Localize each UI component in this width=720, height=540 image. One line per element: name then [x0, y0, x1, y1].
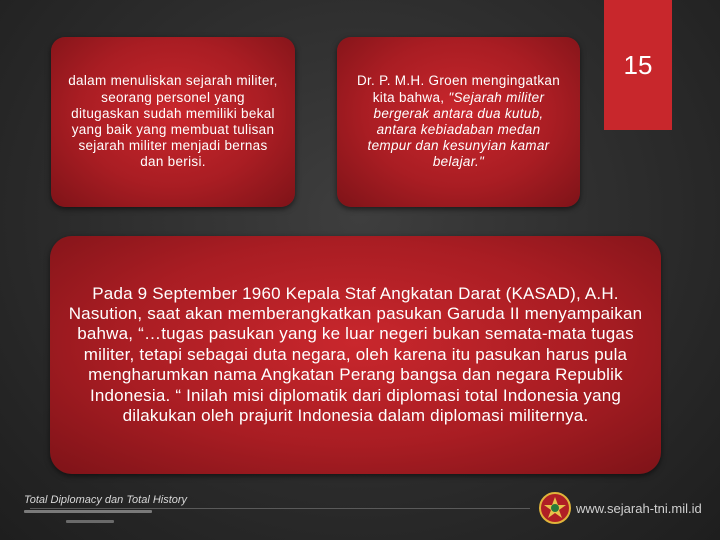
footer-website-url[interactable]: www.sejarah-tni.mil.id: [576, 501, 702, 516]
footer-brand: Total Diplomacy dan Total History: [24, 494, 188, 506]
box2-intro: Dr. P. M.H. Groen mengingatkan kita bahwa,: [356, 73, 561, 105]
box3-text: Pada 9 September 1960 Kepala Staf Angkatan Darat (KASAD), A.H. Nasution, saat akan memberangkatkan pasukan Garuda II menyampaikan bahwa, “…tugas pasukan yang ke luar negeri bukan semata-mata tugas militer, tetapi sebagai duta negara, oleh karena itu pasukan harus pula mengharumkan nama Angkatan Perang bangsa dan negara Republik Indonesia. “ Inilah misi diplomatik dari diplomasi total Indonesia yang dilakukan oleh prajurit Indonesia dalam diplomasi militernya.: [68, 283, 643, 426]
tni-emblem-logo: [538, 491, 572, 525]
caption-scribble: [66, 519, 116, 524]
box1-text: dalam menuliskan sejarah militer, seorang personel yang ditugaskan sudah memiliki bekal yang baik yang membuat tulisan sejarah militer menjadi bernas dan berisi.: [68, 73, 278, 170]
text-box-history-writing: [51, 37, 295, 207]
slide-number: 15: [604, 0, 672, 130]
footer-brand-tagline: [24, 509, 154, 516]
tagline-scribble: [24, 509, 154, 514]
box2-quote: "Sejarah militer bergerak antara dua kutub, antara kebiadaban medan tempur dan kesunyian kamar belajar.": [367, 89, 550, 170]
footer-brand-caption: [66, 519, 116, 526]
text-box-nasution: [50, 236, 661, 474]
text-box-groen-quote: [337, 37, 580, 207]
